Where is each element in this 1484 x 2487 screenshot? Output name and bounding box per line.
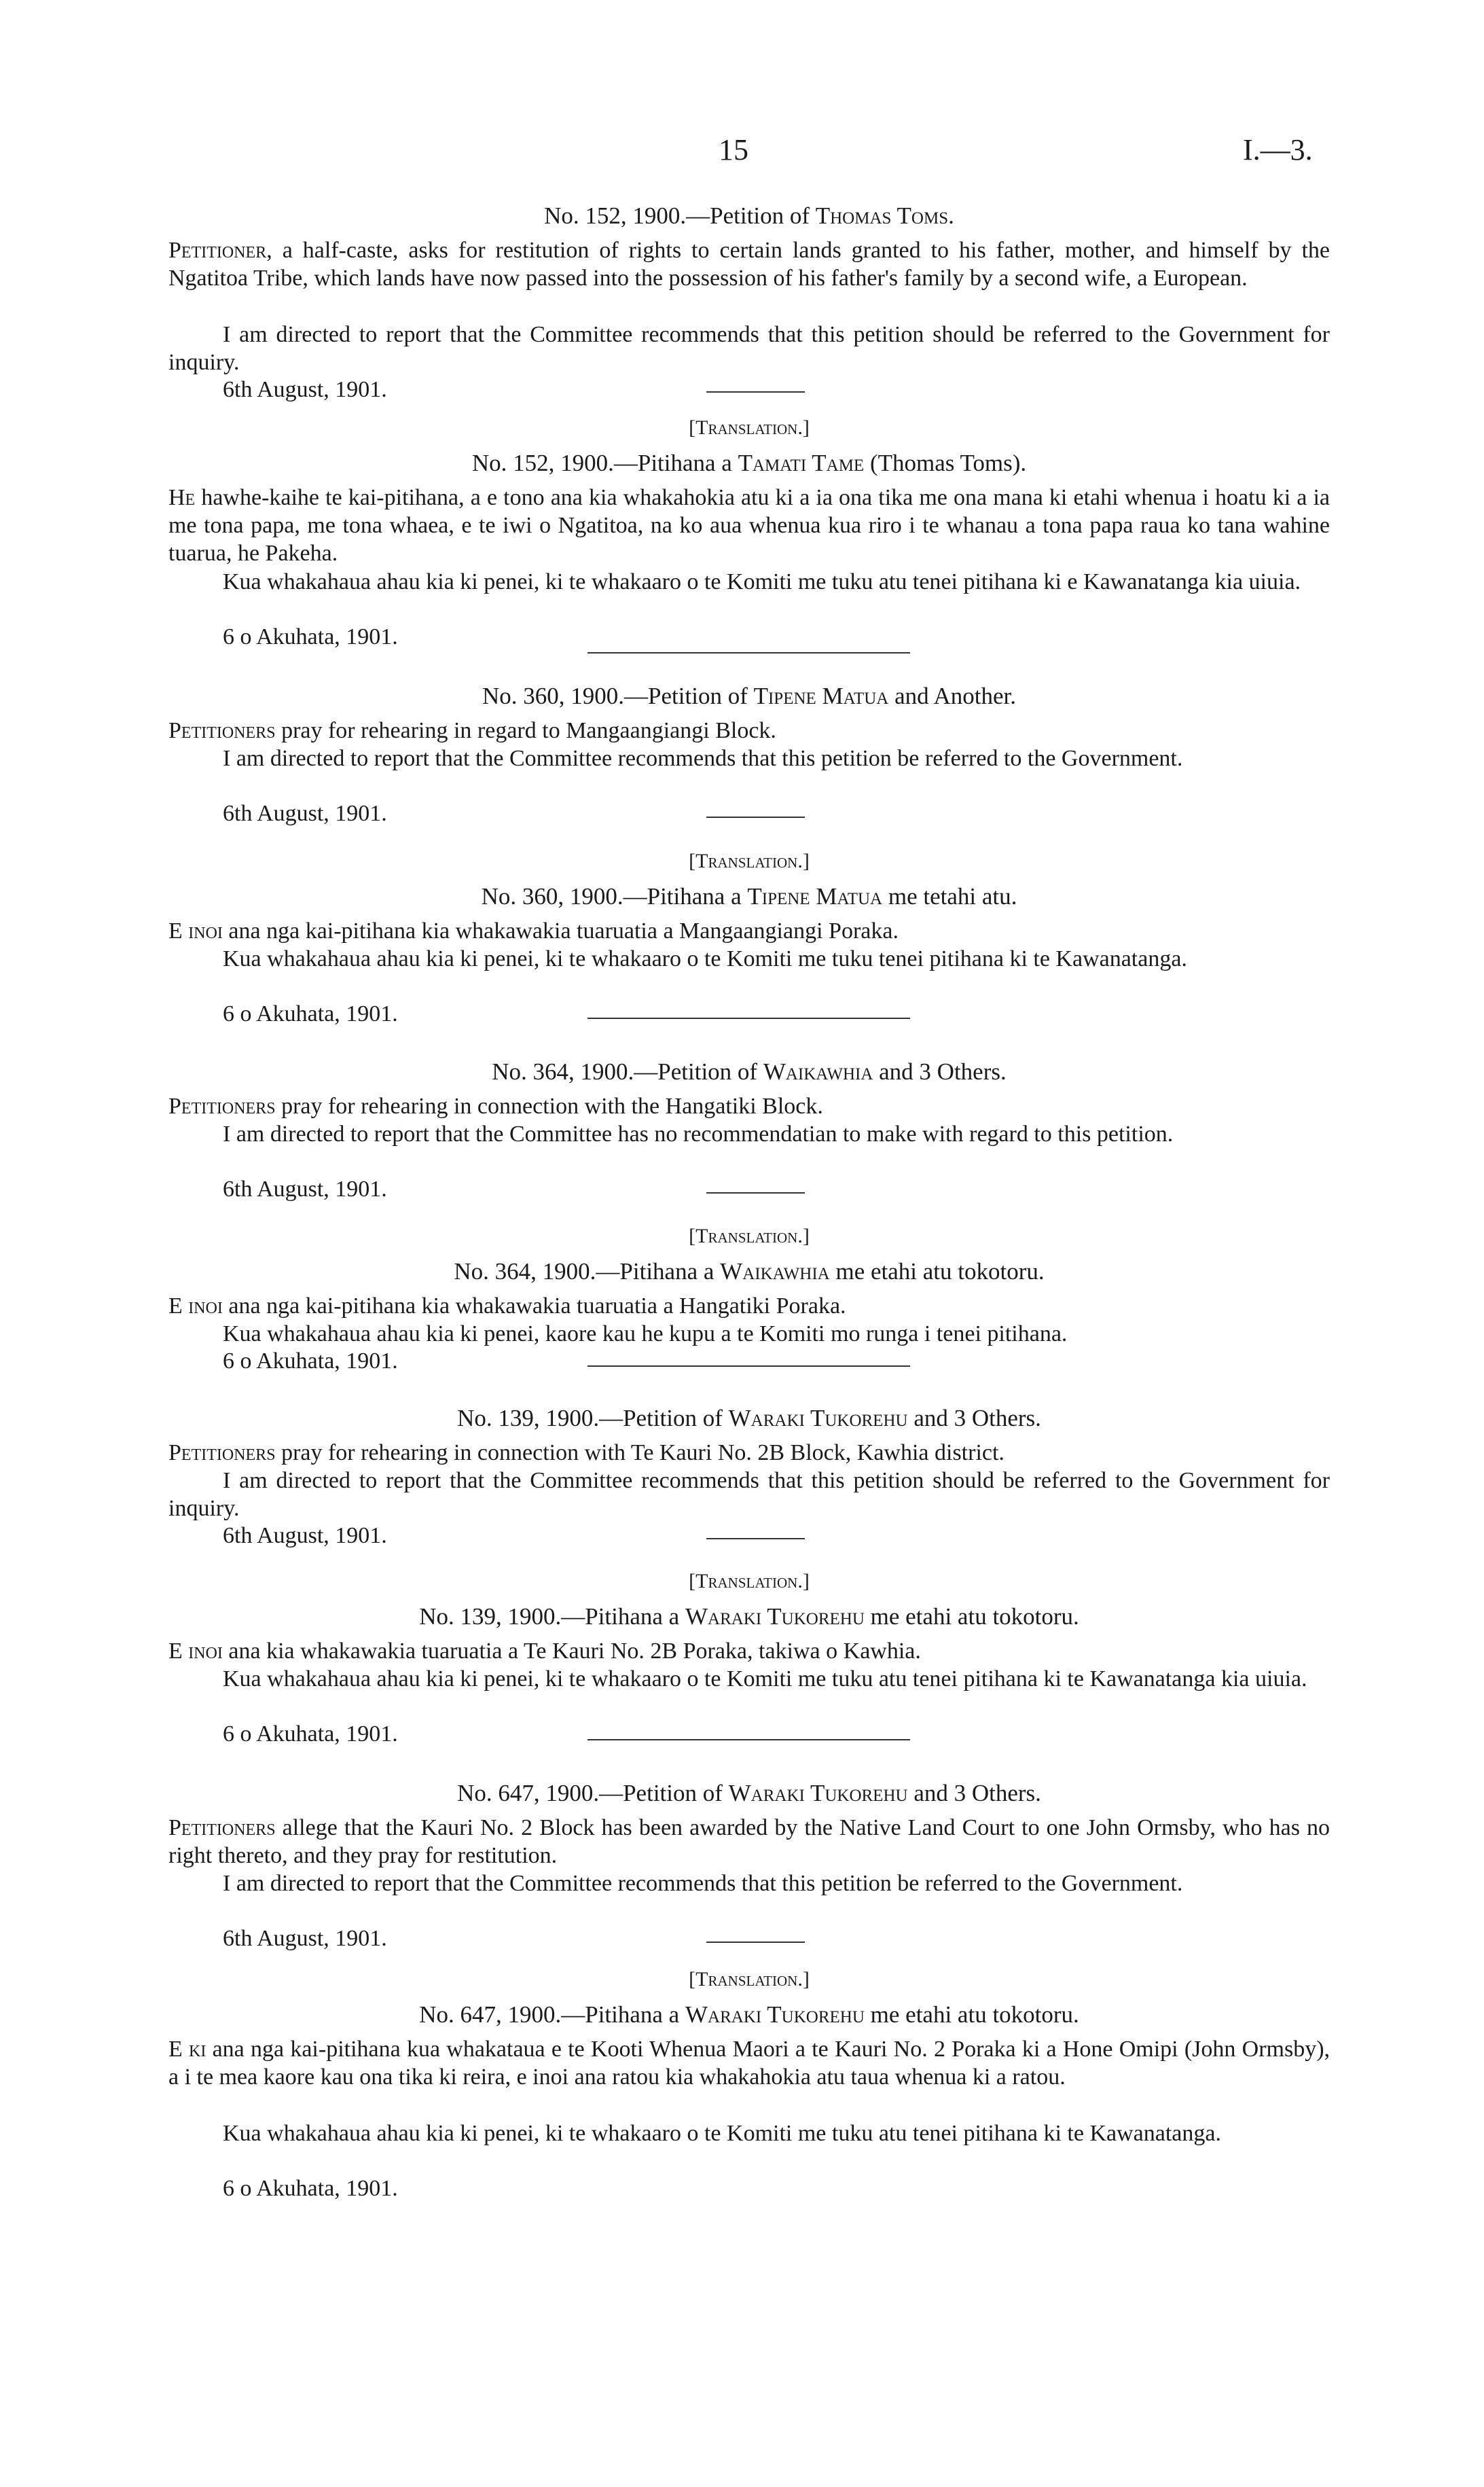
petitioner-name: Tipene Matua: [747, 883, 883, 910]
report-date: 6th August, 1901.: [223, 1926, 387, 1951]
page-number: 15: [719, 133, 748, 166]
petitioner-name: Waraki Tukorehu: [728, 1780, 908, 1806]
translation-title: [168, 883, 1330, 910]
petition-title: [168, 683, 1330, 710]
lead-word: E inoi: [168, 918, 223, 944]
divider: [706, 1538, 805, 1539]
translation-report: Kua whakahaua ahau kia ki penei, ki te whakaaro o te Komiti me tuku atu tenei pitihana ki e Kawanatanga kia uiuia.: [223, 569, 1301, 594]
committee-report: I am directed to report that the Committee has no recommendatian to make with regard to this petition.: [223, 1122, 1174, 1147]
body-text: pray for rehearing in connection with Te Kauri No. 2B Block, Kawhia district.: [281, 1440, 1005, 1465]
report-date: 6th August, 1901.: [223, 1177, 387, 1202]
translation-date: 6 o Akuhata, 1901.: [223, 1348, 398, 1374]
body-text: , a half-caste, asks for restitution of rights to certain lands granted to his father, mother, and himself by the Ngatitoa Tribe, which lands have now passed into the possession of his father's family by a second wife, a European.: [168, 238, 1330, 291]
translation-body: [168, 1637, 1330, 1665]
title-tail: me tetahi atu.: [888, 883, 1017, 910]
lead-word: Petitioners: [168, 1815, 276, 1840]
title-tail: (Thomas Toms).: [869, 450, 1027, 476]
document-reference: I.—3.: [1243, 133, 1313, 166]
lead-word: E ki: [168, 2037, 206, 2062]
title-text: No. 139, 1900.—Pitihana a: [419, 1603, 680, 1630]
translation-body: [168, 1292, 1330, 1320]
title-text: No. 647, 1900.—Pitihana a: [419, 2001, 680, 2028]
lead-word: E inoi: [168, 1639, 223, 1664]
lead-word: Petitioner: [168, 238, 267, 263]
petitioner-name: Waraki Tukorehu: [685, 2001, 865, 2028]
translation-body: [168, 484, 1330, 567]
translation-label: [Translation.]: [689, 1968, 810, 1990]
report-date: 6th August, 1901.: [223, 1523, 387, 1548]
translation-label: [Translation.]: [689, 416, 810, 439]
committee-report: I am directed to report that the Committee recommends that this petition should be referred to the Government for inquiry.: [168, 322, 1330, 375]
petition-body: [168, 1814, 1330, 1869]
translation-body: [168, 2035, 1330, 2091]
petition-title: [168, 202, 1330, 230]
translation-title: [168, 1603, 1330, 1630]
title-text: No. 139, 1900.—Petition of: [457, 1405, 723, 1431]
petition-body: [168, 717, 1330, 745]
petitioner-name: Waikawhia: [720, 1258, 830, 1285]
title-text: No. 152, 1900.—Pitihana a: [471, 450, 732, 476]
petitioner-name: Waikawhia: [763, 1058, 873, 1085]
title-text: No. 360, 1900.—Pitihana a: [481, 883, 742, 910]
petitioner-name: Tamati Tame: [738, 450, 865, 476]
translation-report: Kua whakahaua ahau kia ki penei, kaore kau he kupu a te Komiti mo runga i tenei pitihana.: [223, 1321, 1068, 1346]
lead-word: Petitioners: [168, 1094, 276, 1119]
lead-word: He: [168, 485, 196, 510]
petitioner-name: Waraki Tukorehu: [728, 1405, 908, 1431]
translation-report: Kua whakahaua ahau kia ki penei, ki te whakaaro o te Komiti me tuku atu tenei pitihana ki te Kawanatanga kia uiuia.: [223, 1666, 1307, 1692]
title-tail: and 3 Others.: [913, 1405, 1041, 1431]
section-divider: [587, 1739, 910, 1740]
title-tail: and 3 Others.: [913, 1780, 1041, 1806]
lead-word: Petitioners: [168, 718, 276, 743]
petitioner-name: Waraki Tukorehu: [685, 1603, 865, 1630]
body-text: hawhe-kaihe te kai-pitihana, a e tono ana kia whakahokia atu ki a ia ona tika me ona mana ki etahi whenua i hoatu ki a ia me tona papa, me tona whaea, e te iwi o Ngatitoa, na ko aua whenua kua riro i te whanau a tona papa raua ko tana wahine tuarua, he Pakeha.: [168, 485, 1330, 566]
translation-report: Kua whakahaua ahau kia ki penei, ki te whakaaro o te Komiti me tuku tenei pitihana ki te Kawanatanga.: [223, 946, 1187, 971]
translation-date: 6 o Akuhata, 1901.: [223, 1001, 398, 1026]
translation-label: [Translation.]: [689, 850, 810, 872]
translation-body: [168, 917, 1330, 945]
committee-report: I am directed to report that the Committee recommends that this petition be referred to the Government.: [223, 1871, 1183, 1896]
translation-title: [168, 2001, 1330, 2028]
petition-title: [168, 1405, 1330, 1432]
translation-title: [168, 450, 1330, 477]
petitioner-name: Thomas Toms: [815, 202, 949, 229]
petition-body: [168, 236, 1330, 292]
section-divider: [587, 1018, 910, 1019]
divider: [706, 1192, 805, 1194]
body-text: ana kia whakawakia tuaruatia a Te Kauri No. 2B Poraka, takiwa o Kawhia.: [228, 1639, 921, 1664]
title-text: No. 364, 1900.—Petition of: [492, 1058, 758, 1085]
body-text: ana nga kai-pitihana kia whakawakia tuaruatia a Hangatiki Poraka.: [228, 1293, 846, 1319]
title-text: No. 647, 1900.—Petition of: [457, 1780, 723, 1806]
translation-title: [168, 1258, 1330, 1285]
report-date: 6th August, 1901.: [223, 801, 387, 826]
title-tail: and 3 Others.: [879, 1058, 1007, 1085]
petitioner-name: Tipene Matua: [753, 683, 889, 709]
report-date: 6th August, 1901.: [223, 377, 387, 402]
translation-label: [Translation.]: [689, 1570, 810, 1592]
section-divider: [587, 652, 910, 654]
petition-body: [168, 1439, 1330, 1467]
title-text: No. 360, 1900.—Petition of: [482, 683, 748, 709]
translation-date: 6 o Akuhata, 1901.: [223, 624, 398, 649]
body-text: pray for rehearing in regard to Mangaangiangi Block.: [281, 718, 776, 743]
committee-report: I am directed to report that the Committee recommends that this petition should be referred to the Government for inquiry.: [168, 1468, 1330, 1521]
title-tail: and Another.: [894, 683, 1016, 709]
translation-report: Kua whakahaua ahau kia ki penei, ki te whakaaro o te Komiti me tuku atu tenei pitihana ki te Kawanatanga.: [223, 2121, 1221, 2146]
petition-body: [168, 1092, 1330, 1120]
title-text: No. 364, 1900.—Pitihana a: [454, 1258, 714, 1285]
committee-report: I am directed to report that the Committee recommends that this petition be referred to the Government.: [223, 746, 1183, 771]
body-text: ana nga kai-pitihana kua whakataua e te Kooti Whenua Maori a te Kauri No. 2 Poraka ki a Hone Omipi (John Ormsby), a i te mea kaore kau ona tika ki reira, e inoi ana ratou kia whakahokia atu taua whenua ki a ratou.: [168, 2037, 1331, 2090]
body-text: pray for rehearing in connection with the Hangatiki Block.: [281, 1094, 823, 1119]
title-text: No. 152, 1900.—Petition of: [544, 202, 810, 229]
translation-label: [Translation.]: [689, 1225, 810, 1247]
divider: [706, 1942, 805, 1943]
lead-word: E inoi: [168, 1293, 223, 1319]
divider: [706, 391, 805, 393]
section-divider: [587, 1365, 910, 1367]
petition-title: [168, 1780, 1330, 1807]
divider: [706, 817, 805, 818]
body-text: ana nga kai-pitihana kia whakawakia tuaruatia a Mangaangiangi Poraka.: [228, 918, 899, 944]
body-text: allege that the Kauri No. 2 Block has been awarded by the Native Land Court to one John Ormsby, who has no right thereto, and they pray for restitution.: [168, 1815, 1331, 1868]
lead-word: Petitioners: [168, 1440, 276, 1465]
translation-date: 6 o Akuhata, 1901.: [223, 2176, 398, 2201]
title-tail: .: [948, 202, 954, 229]
translation-date: 6 o Akuhata, 1901.: [223, 1721, 398, 1747]
title-tail: me etahi atu tokotoru.: [870, 2001, 1079, 2028]
title-tail: me etahi atu tokotoru.: [835, 1258, 1045, 1285]
petition-title: [168, 1058, 1330, 1086]
title-tail: me etahi atu tokotoru.: [870, 1603, 1079, 1630]
